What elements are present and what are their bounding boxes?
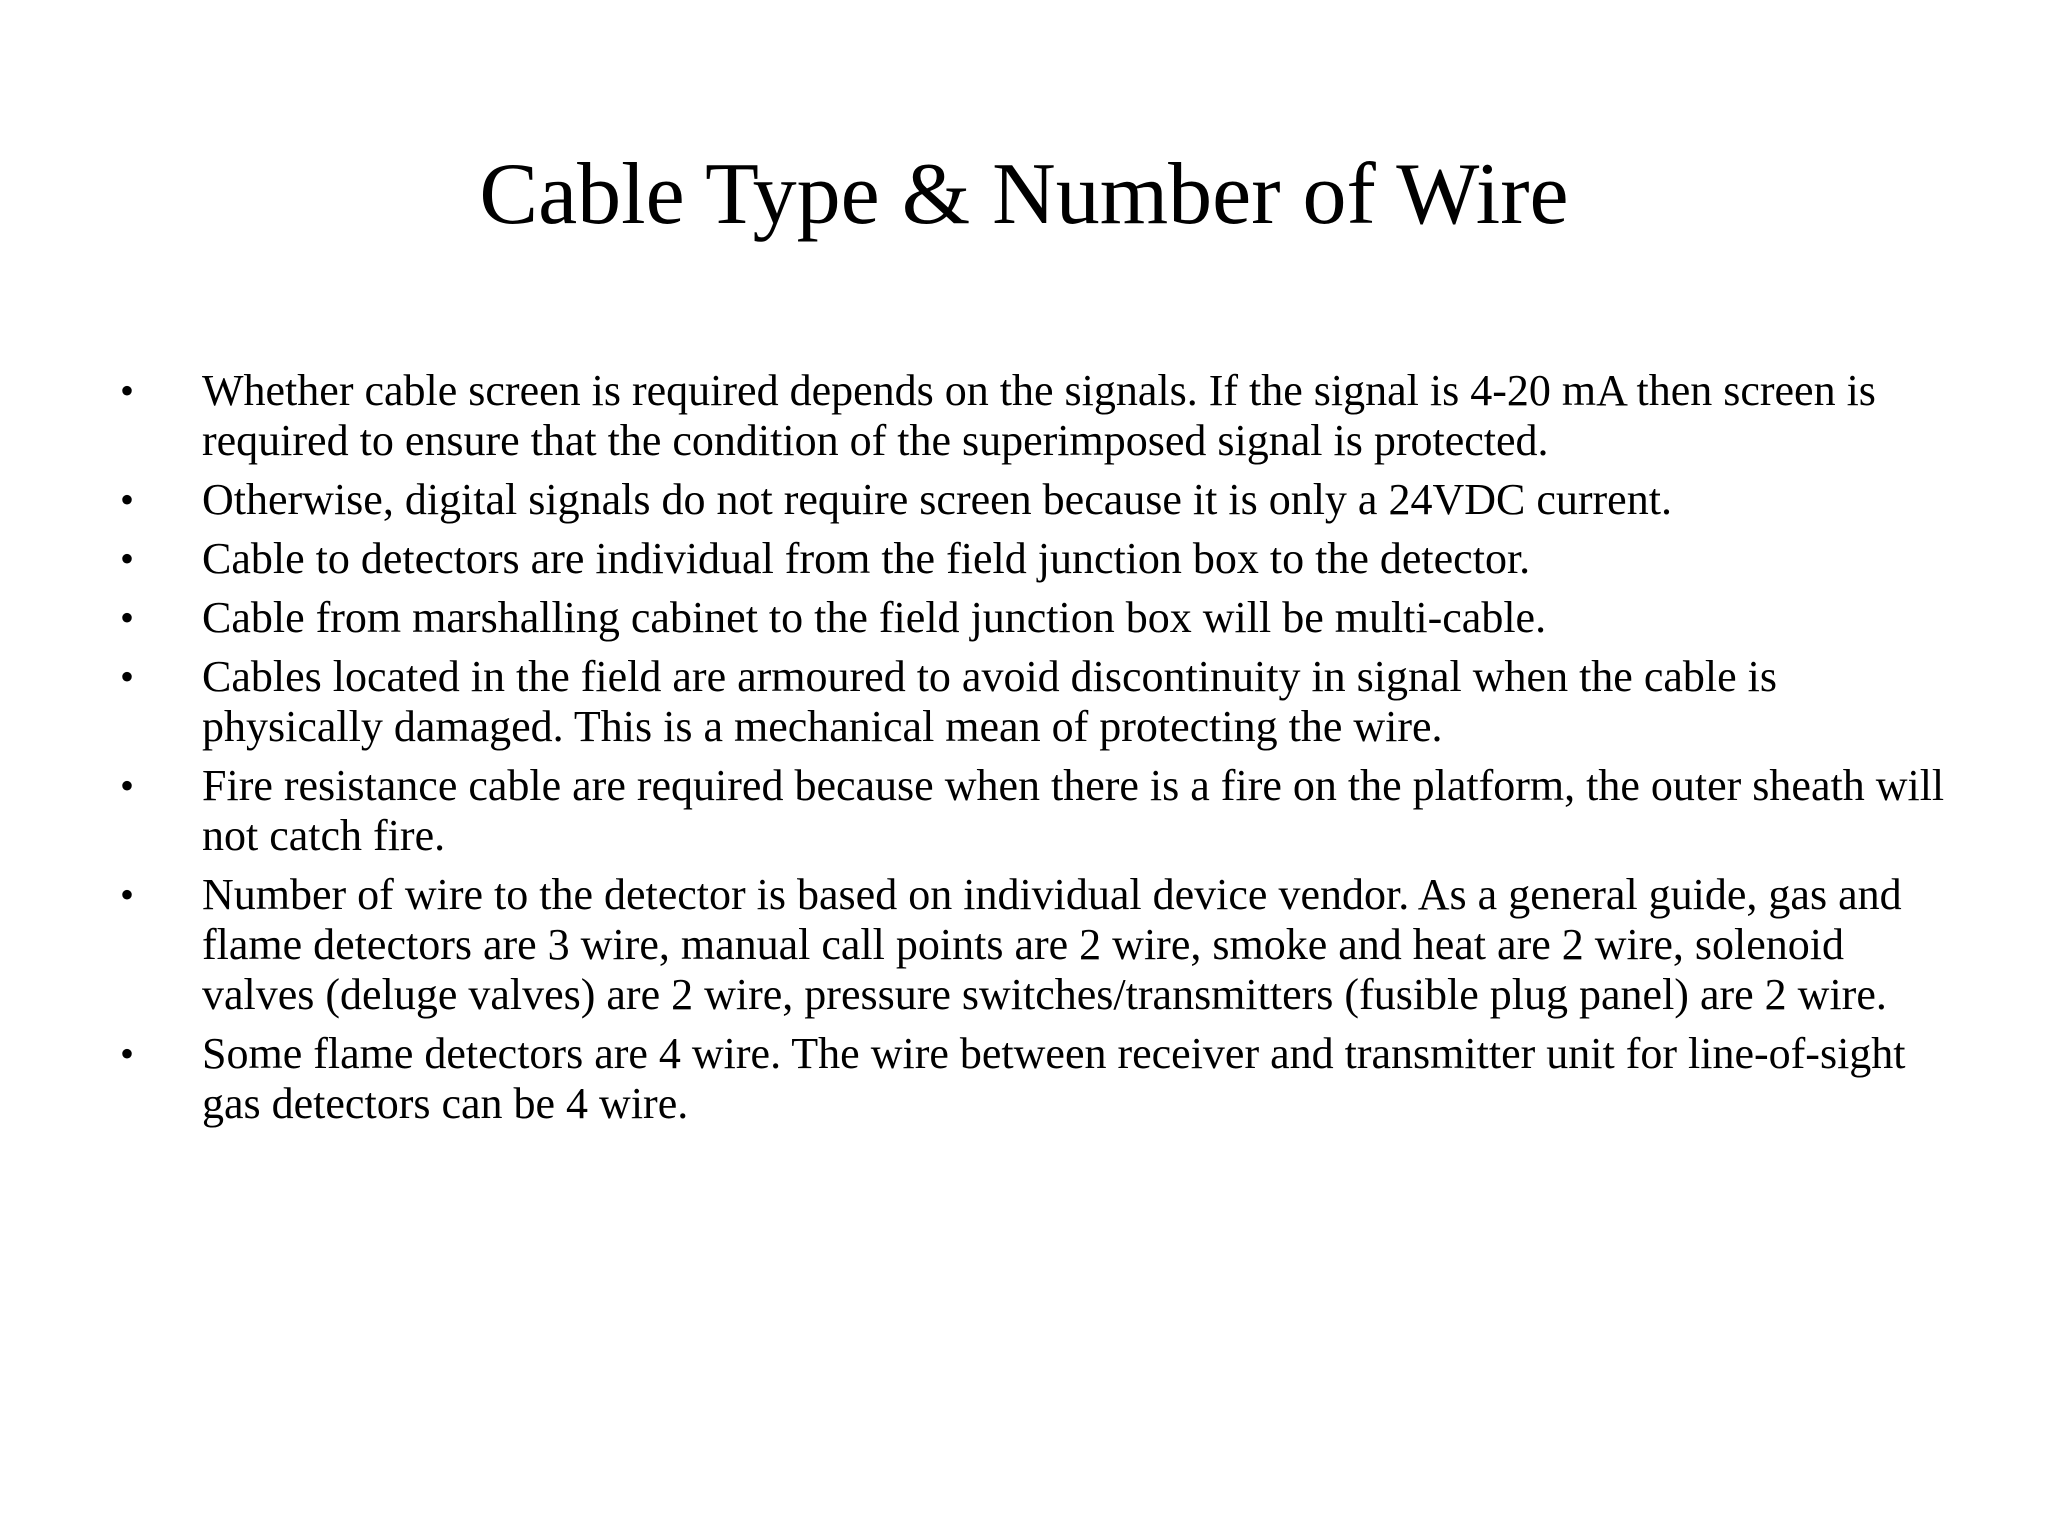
- bullet-text: Number of wire to the detector is based on individual device vendor. As a general guide, gas and flame detectors are 3 wire, manual call points are 2 wire, smoke and heat are 2 wire, solenoid valves (deluge valves) are 2 wire, pressure switches/transmitters (fusible plug panel) are 2 wire.: [202, 870, 1902, 1019]
- bullet-item: [120, 475, 1950, 525]
- bullet-point-icon: •: [120, 477, 135, 522]
- bullet-item: [120, 870, 1950, 1020]
- bullet-text: Cables located in the field are armoured to avoid discontinuity in signal when the cable is physically damaged. This is a mechanical mean of protecting the wire.: [202, 652, 1777, 751]
- bullet-point-icon: •: [120, 536, 135, 581]
- bullet-point-icon: •: [120, 763, 135, 808]
- bullet-point-icon: •: [120, 368, 135, 413]
- bullet-item: [120, 652, 1950, 752]
- bullet-item: [120, 366, 1950, 466]
- bullet-item: [120, 1029, 1950, 1129]
- bullet-text: Cable from marshalling cabinet to the field junction box will be multi-cable.: [202, 593, 1547, 642]
- bullet-item: [120, 534, 1950, 584]
- bullet-text: Some flame detectors are 4 wire. The wire between receiver and transmitter unit for line-of-sight gas detectors can be 4 wire.: [202, 1029, 1906, 1128]
- bullet-item: [120, 761, 1950, 861]
- slide-title: Cable Type & Number of Wire: [479, 146, 1569, 243]
- bullet-text: Otherwise, digital signals do not require screen because it is only a 24VDC current.: [202, 475, 1672, 524]
- bullet-item: [120, 593, 1950, 643]
- bullet-text: Fire resistance cable are required because when there is a fire on the platform, the outer sheath will not catch fire.: [202, 761, 1945, 860]
- bullet-text: Cable to detectors are individual from the field junction box to the detector.: [202, 534, 1531, 583]
- bullet-point-icon: •: [120, 595, 135, 640]
- bullet-list: [120, 366, 1950, 1138]
- bullet-text: Whether cable screen is required depends on the signals. If the signal is 4-20 mA then screen is required to ensure that the condition of the superimposed signal is protected.: [202, 366, 1876, 465]
- bullet-point-icon: •: [120, 1031, 135, 1076]
- bullet-point-icon: •: [120, 872, 135, 917]
- bullet-point-icon: •: [120, 654, 135, 699]
